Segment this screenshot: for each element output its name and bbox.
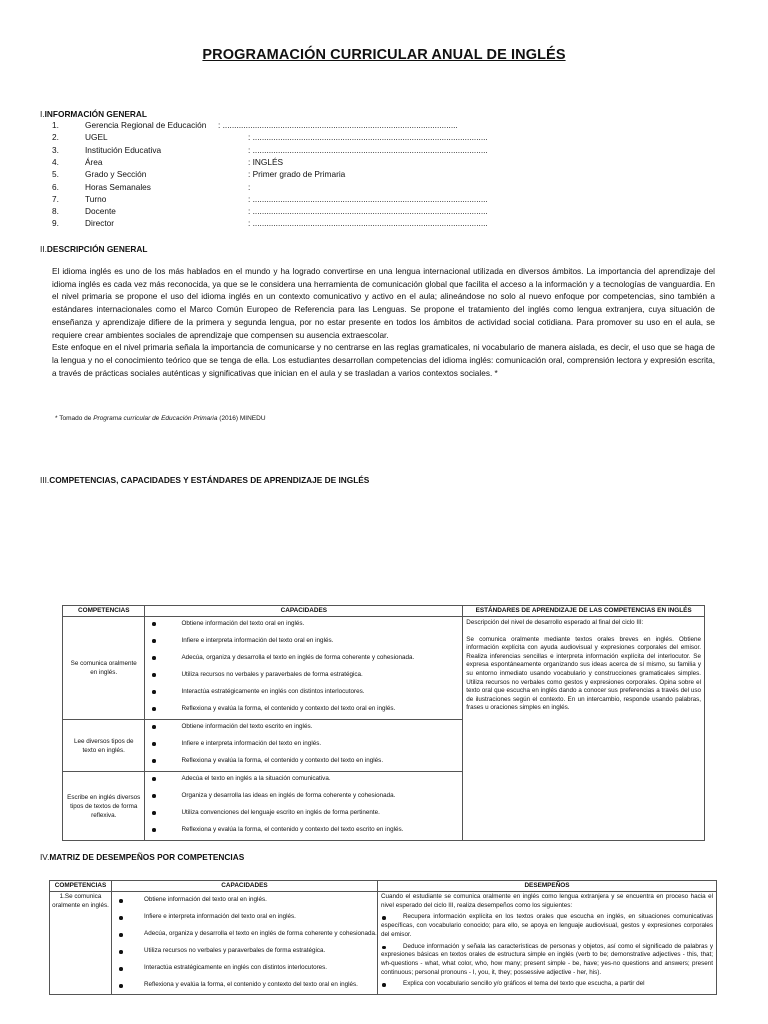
info-value: : Primer grado de Primaria [248,169,346,180]
standards-text: Se comunica oralmente mediante textos orales breves en inglés. Obtiene información explícita con ayuda audiovisual y expresiones corporales del emisor. Realiza inferencias sencillas e interpreta información explícita del interlocutor. Se expresa espontáneamente organizando sus ideas acerca de sí mismo, su familia y su entorno inmediato usando vocabulario y construcciones gramaticales simples. Utiliza recursos no verbales como gestos y expresiones corporales. Opina sobre el texto oral que escucha en inglés dando a conocer sus preferencias a través del uso de ilustraciones según el contexto. En un intercambio, responde usando palabras, frases u oraciones simples en inglés. [466,635,701,712]
bullet-icon [382,916,386,920]
list-item-text: Obtiene información del texto oral en inglés. [144,896,267,903]
competency-cell [63,720,145,772]
list-item [112,892,377,909]
list-item [112,943,377,960]
section-title: DESCRIPCIÓN GENERAL [46,244,148,254]
table-header-row [63,606,705,617]
footnote [55,415,266,422]
competency-text: 1.Se comunica oralmente en inglés. [52,893,109,909]
capacities-list [145,772,462,840]
performance-matrix-table [49,880,717,995]
list-item [112,977,377,994]
table-header-cell: COMPETENCIAS [63,606,145,617]
list-item-text: Adecúa, organiza y desarrolla el texto en inglés de forma coherente y cohesionada. [144,930,377,937]
list-item [381,943,713,978]
info-number: 9. [52,218,59,229]
section-title: MATRIZ DE DESEMPEÑOS POR COMPETENCIAS [49,852,245,862]
section-number: III. [40,475,50,485]
bullet-icon [382,983,386,987]
table-header-cell: ESTÁNDARES DE APRENDIZAJE DE LAS COMPETENCIAS EN INGLÉS [463,606,705,617]
info-label: Docente [85,206,116,217]
footnote-prefix: * Tomado de [55,415,94,422]
info-number: 6. [52,181,59,192]
info-value: : ...................................................................................................... [248,206,488,217]
info-number: 4. [52,156,59,167]
info-number: 1. [52,120,59,130]
competency-cell [63,617,145,720]
info-value: : ...................................................................................................... [248,193,488,204]
competency-cell [50,892,112,995]
list-item: Reflexiona y evalúa la forma, el contenido y contexto del texto oral en inglés. [145,702,462,719]
bullet-icon [119,967,123,971]
section-number: I. [40,109,45,119]
info-row [52,145,512,156]
capacities-cell [145,617,463,720]
list-item: Adecúa, organiza y desarrolla el texto en inglés de forma coherente y cohesionada. [145,651,462,668]
table-header-cell: DESEMPEÑOS [378,881,717,892]
capacities-list [112,892,377,994]
bullet-icon [119,933,123,937]
list-item [112,909,377,926]
bullet-icon [119,984,123,988]
performances-intro: Cuando el estudiante se comunica oralmente en inglés como lengua extranjera y se encuentra en proceso hacia el nivel esperado del ciclo III, realiza desempeños como los siguientes: [381,893,713,909]
table-row [50,892,717,995]
list-item-text: Reflexiona y evalúa la forma, el contenido y contexto del texto oral en inglés. [144,981,358,988]
list-item: Reflexiona y evalúa la forma, el contenido y contexto del texto en inglés. [145,754,462,771]
info-label: Gerencia Regional de Educación [85,120,207,130]
info-row [52,206,512,217]
capacities-list [145,617,462,719]
info-value: : ...................................................................................................... [248,144,488,155]
standards-intro: Descripción del nivel de desarrollo esperado al final del ciclo III: [466,619,644,626]
table-header-cell: CAPACIDADES [112,881,378,892]
list-item: Utiliza recursos no verbales y paraverbales de forma estratégica. [145,668,462,685]
section-title: COMPETENCIAS, CAPACIDADES Y ESTÁNDARES DE APRENDIZAJE DE INGLÉS [49,475,370,485]
bullet-icon [119,916,123,920]
info-value: : ...................................................................................................... [218,120,458,130]
list-item: Organiza y desarrolla las ideas en inglés de forma coherente y cohesionada. [145,789,462,806]
list-item: Obtiene información del texto escrito en inglés. [145,720,462,737]
section-heading-competencies [40,475,369,485]
description-text [52,266,715,380]
bullet-icon [382,946,386,950]
list-item-text: Explica con vocabulario sencillo y/o gráficos el tema del texto que escucha, a partir del [403,980,645,988]
competency-cell [63,772,145,841]
info-row [52,169,512,180]
list-item: Infiere e interpreta información del texto en inglés. [145,737,462,754]
table-header-cell: COMPETENCIAS [50,881,112,892]
table-row [63,617,705,720]
list-item-text: Infiere e interpreta información del texto oral en inglés. [144,913,296,920]
competency-text: Lee diversos tipos de texto en inglés. [73,737,134,754]
info-value: : ...................................................................................................... [248,218,488,229]
info-label: Horas Semanales [85,181,151,192]
info-label: Área [85,156,103,167]
footnote-suffix: (2016) MINEDU [217,415,266,422]
capacities-cell [112,892,378,995]
list-item: Obtiene información del texto oral en inglés. [145,617,462,634]
section-number: II. [40,244,47,254]
list-item: Infiere e interpreta información del texto oral en inglés. [145,634,462,651]
competencies-table [62,605,705,841]
info-label: UGEL [85,132,108,143]
page-title: PROGRAMACIÓN CURRICULAR ANUAL DE INGLÉS [202,47,566,63]
info-label: Institución Educativa [85,144,162,155]
competency-text: Escribe en inglés diversos tipos de textos de forma reflexiva. [67,793,141,819]
info-number: 3. [52,144,59,155]
info-value: : [248,181,251,192]
list-item-text: Recupera información explícita en los textos orales que escucha en inglés, en situaciones comunicativas específicas, con vocabulario conocido; para ello, se apoya en lenguaje audiovisual, gestos y expresiones corporales del emisor. [381,913,713,938]
table-header-cell: CAPACIDADES [145,606,463,617]
list-item [381,980,713,989]
section-heading-info [40,109,147,119]
info-row [52,194,512,205]
info-number: 2. [52,132,59,143]
info-label: Turno [85,193,107,204]
section-number: IV. [40,852,50,862]
capacities-list [145,720,462,771]
list-item: Reflexiona y evalúa la forma, el contenido y contexto del texto escrito en inglés. [145,823,462,840]
standards-cell [463,617,705,841]
list-item-text: Deduce información y señala las características de personas y objetos, así como el significado de palabras y expresiones básicas en textos orales de estructura simple en inglés (verb to be; demonstrative adjectives - this, that; wh-questions - what, what color, who, how many; present simple - be, have; yes-no questions and answers; present continuous; personal pronouns - I, you, it, they; possessive adjective - her, his). [381,942,713,976]
capacities-cell [145,720,463,772]
section-title: INFORMACIÓN GENERAL [44,109,147,119]
info-label: Grado y Sección [85,169,147,180]
competency-text: Se comunica oralmente en inglés. [70,660,137,676]
section-heading-matrix [40,852,244,862]
info-value: : ...................................................................................................... [248,132,488,143]
description-paragraph: El idioma inglés es uno de los más hablados en el mundo y ha logrado convertirse en una lengua internacional utilizada en diversos ámbitos. La importancia del aprendizaje del idioma inglés es cada vez más reconocida, ya que se le considera una herramienta de comunicación global que facilita el acceso a la información y a tecnologías de vanguardia. En el nivel primaria se propone el uso del idioma inglés en un contexto comunicativo y activo en el aula; alineándose no solo al nuevo enfoque por competencias, sino también a estándares internacionales como el Marco Común Europeo de Referencia para las Lenguas. Se propone el tratamiento del inglés como lengua extranjera, cuya situación de enseñanza y aprendizaje difiere de la primera y segunda lengua, por no estar presente en todos los ámbitos de actividad social cotidiana. Para promover su uso en el aula, se requiere crear ambientes sociales de aprendizaje que compensen su ausencia extraescolar. [52,267,715,340]
performances-cell [378,892,717,995]
info-label: Director [85,218,115,229]
description-paragraph: Este enfoque en el nivel primaria señala la importancia de comunicarse y no centrarse en las reglas gramaticales, ni vocabulario de manera aislada, es decir, el uso que se haga de la lengua y no el conocimiento teórico que se tenga de ella. Los estudiantes desarrollan competencias del idioma inglés: comunicación oral, comprensión lectora y expresión escrita, a través de prácticas sociales auténticas y significativas que inician en el aula y se trasladan a varios contextos sociales. * [52,343,715,378]
section-heading-description [40,244,147,254]
info-row [52,218,512,229]
list-item-text: Utiliza recursos no verbales y paraverbales de forma estratégica. [144,947,326,954]
bullet-icon [119,899,123,903]
list-item [112,960,377,977]
info-number: 8. [52,206,59,217]
performances-content [381,893,713,989]
info-row [52,132,512,143]
list-item: Utiliza convenciones del lenguaje escrito en inglés de forma pertinente. [145,806,462,823]
info-row [52,182,512,193]
capacities-cell [145,772,463,841]
info-number: 5. [52,169,59,180]
table-header-row [50,881,717,892]
info-row [52,157,512,168]
footnote-italic: Programa curricular de Educación Primaria [93,415,218,422]
list-item: Adecúa el texto en inglés a la situación comunicativa. [145,772,462,789]
info-value: : INGLÉS [248,156,284,167]
info-number: 7. [52,193,59,204]
list-item [381,913,713,939]
list-item: Interactúa estratégicamente en inglés con distintos interlocutores. [145,685,462,702]
list-item [112,926,377,943]
list-item-text: Interactúa estratégicamente en inglés con distintos interlocutores. [144,964,328,971]
info-row [52,120,512,131]
bullet-icon [119,950,123,954]
